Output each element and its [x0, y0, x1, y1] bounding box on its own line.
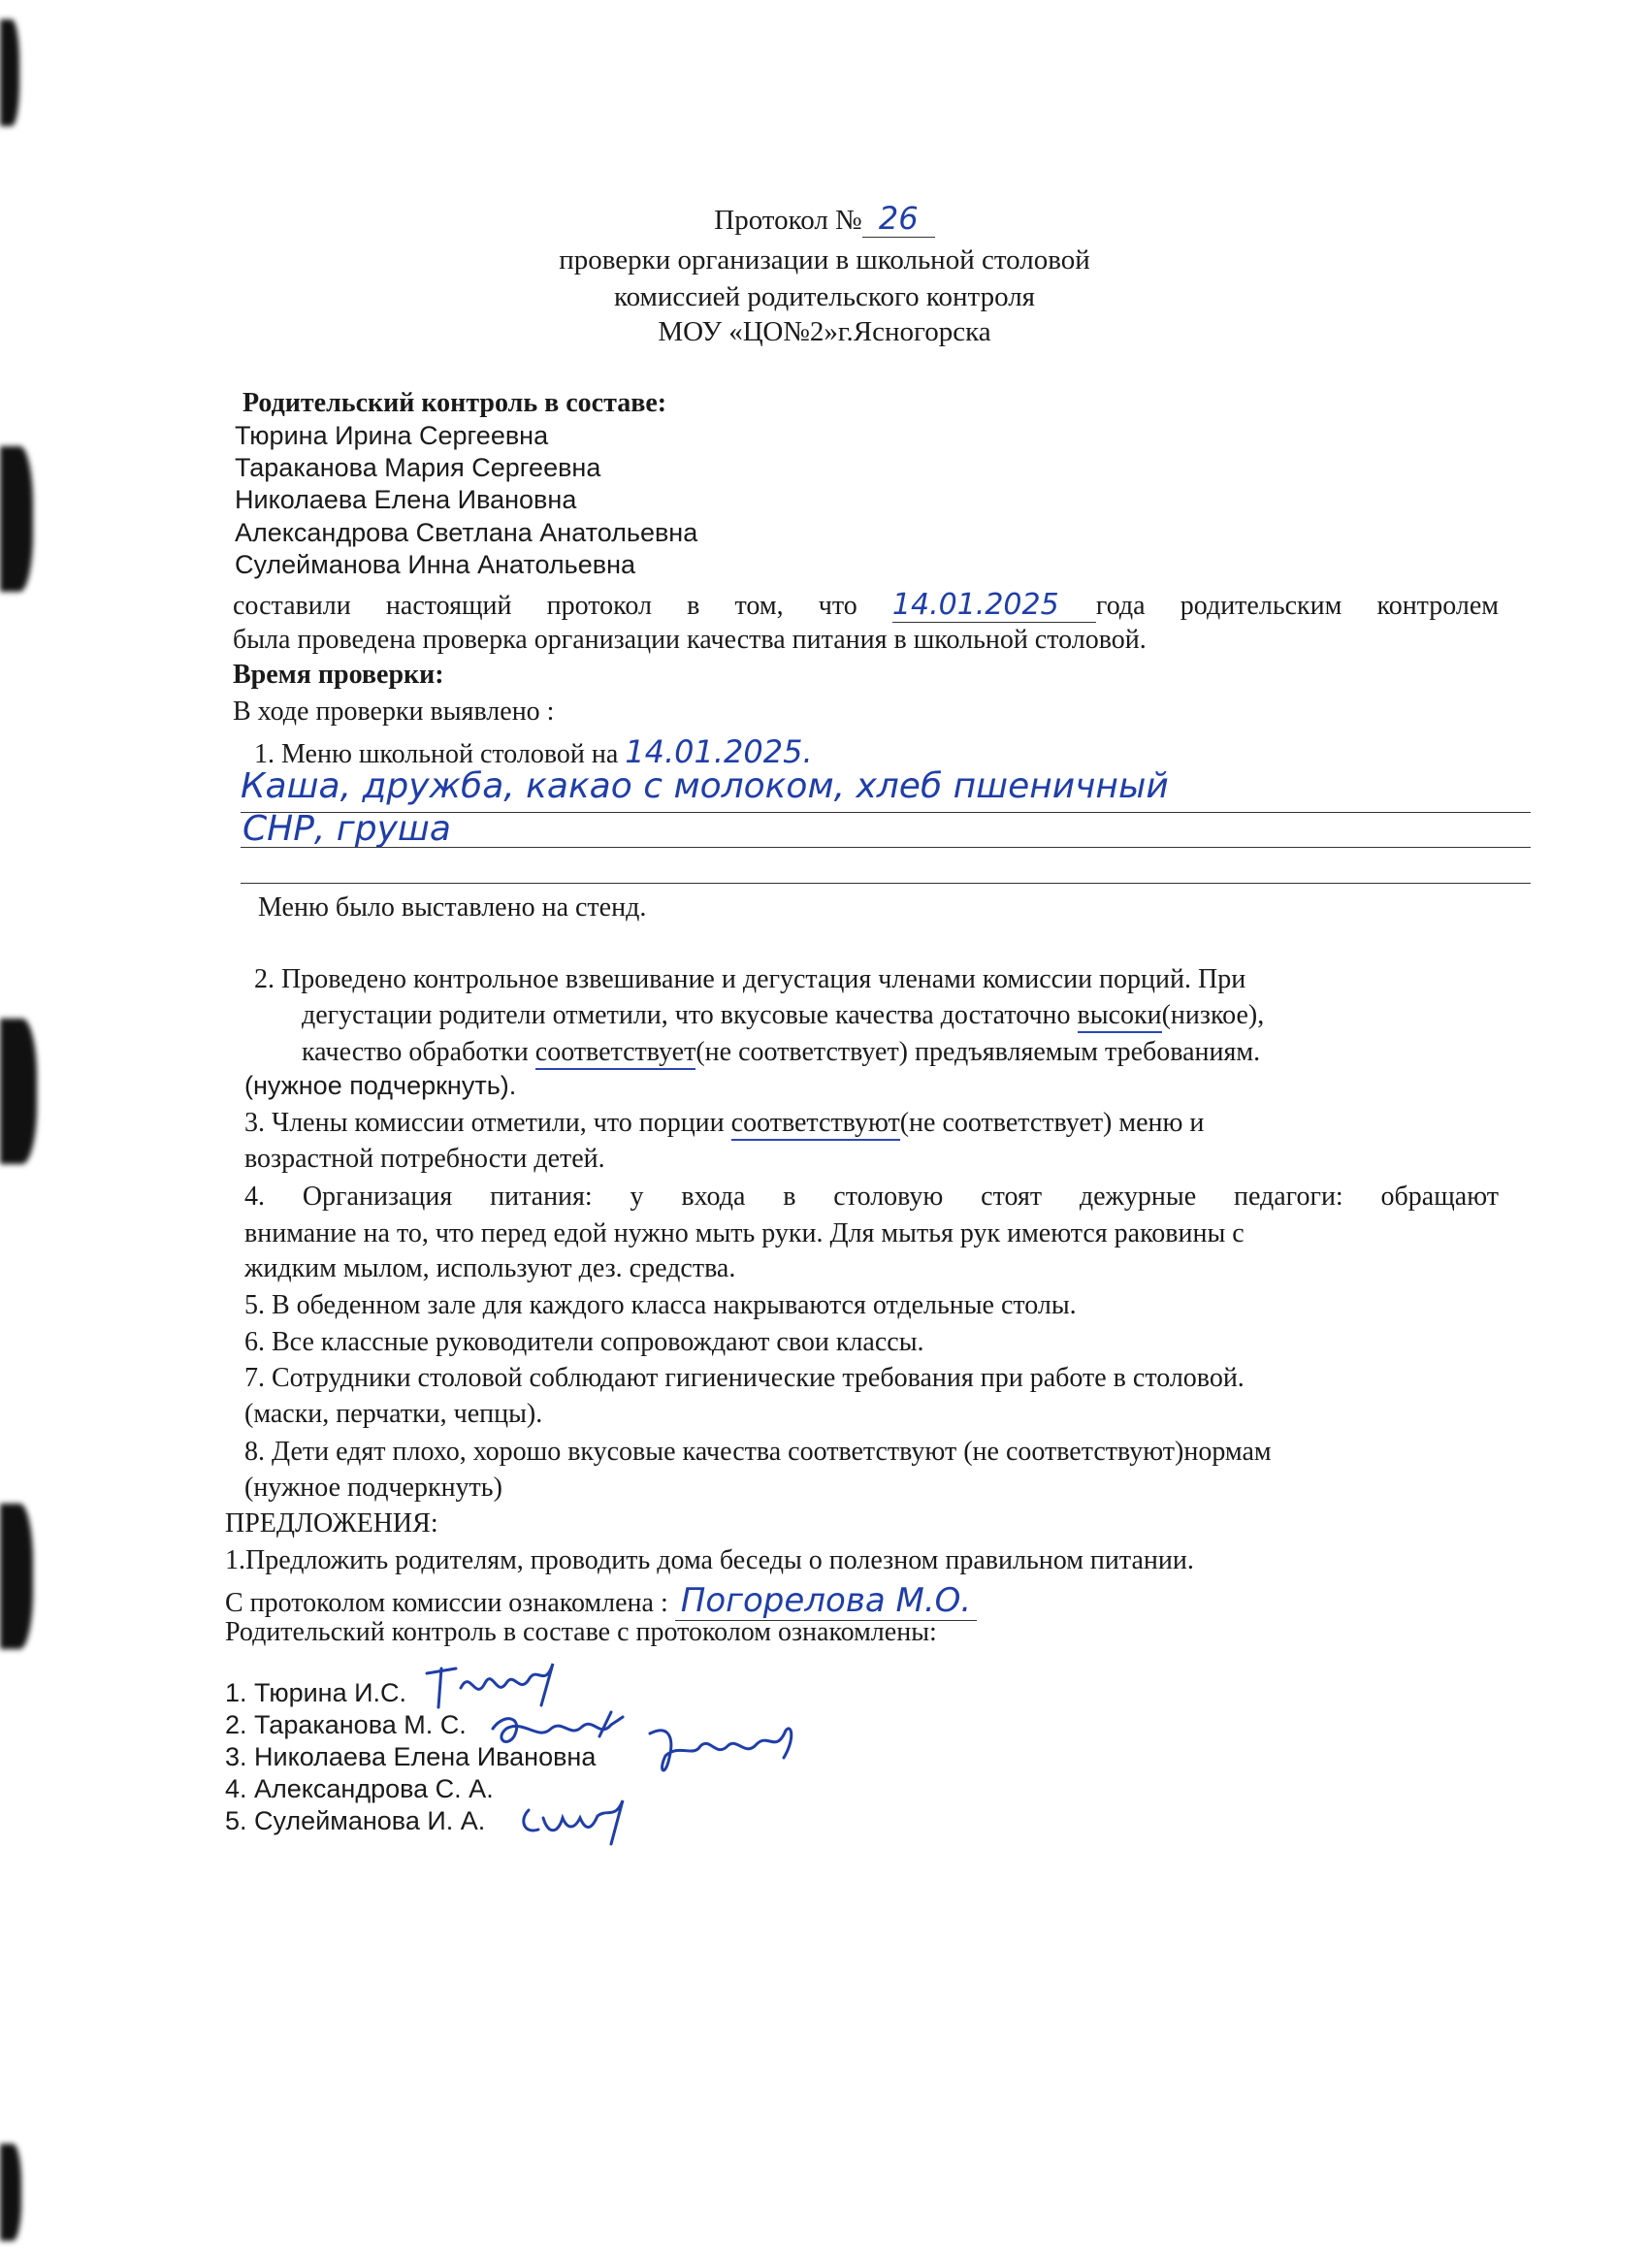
header-line-4: МОУ «ЦО№2»г.Ясногорска [658, 316, 991, 347]
signatory: 4. Александрова С. А. [225, 1774, 494, 1803]
item-3: 3. Члены комиссии отметили, что порции соответствуют(не соответствует) меню и [244, 1108, 1204, 1139]
members-ack-label: Родительский контроль в составе с протоколом ознакомлены: [225, 1617, 937, 1647]
menu-handwritten-line-1: Каша, дружба, какао с молоком, хлеб пшеничный [241, 766, 1169, 806]
underlined-choice: соответствуют [731, 1108, 900, 1141]
proposals-heading: ПРЕДЛОЖЕНИЯ: [225, 1508, 438, 1539]
underlined-choice: высоки [1078, 1000, 1162, 1033]
menu-posted: Меню было выставлено на стенд. [258, 892, 647, 923]
item-2: качество обработки соответствует(не соответствует) предъявляемым требованиям. [302, 1037, 1260, 1068]
findings-intro: В ходе проверки выявлено : [233, 697, 555, 727]
item-2: дегустации родители отметили, что вкусовые качества достаточно высоки(низкое), [302, 1000, 1264, 1031]
protocol-number: 26 [862, 200, 935, 238]
header-line-2: проверки организации в школьной столовой [559, 244, 1090, 275]
item-7: 7. Сотрудники столовой соблюдают гигиенические требования при работе в столовой. [244, 1363, 1245, 1393]
inspection-date: 14.01.2025 [892, 588, 1096, 623]
item-4: внимание на то, что перед едой нужно мыть руки. Для мытья рук имеются раковины с [244, 1218, 1245, 1248]
commission-member: Тараканова Мария Сергеевна [235, 453, 601, 482]
item-7: (маски, перчатки, чепцы). [244, 1399, 543, 1429]
item-6: 6. Все классные руководители сопровождают свои классы. [244, 1327, 924, 1357]
scan-mark [0, 446, 33, 592]
intro-line-1: составили настоящий протокол в том, что 14.01.2025 года родительским контролем [233, 588, 1500, 622]
rule-line [241, 847, 1531, 848]
commission-member: Тюрина Ирина Сергеевна [235, 421, 549, 450]
signatory: 1. Тюрина И.С. [225, 1678, 407, 1707]
protocol-title: Протокол № 26 [0, 200, 1649, 238]
signatory: 2. Тараканова М. С. [225, 1710, 467, 1739]
commission-member: Сулейманова Инна Анатольевна [235, 550, 636, 579]
scan-mark [0, 2144, 21, 2241]
header-line-3: комиссией родительского контроля [613, 281, 1036, 312]
scan-mark [0, 1504, 33, 1649]
rule-line [241, 883, 1531, 884]
signature-suleymanova [514, 1791, 640, 1849]
commission-member: Николаева Елена Ивановна [235, 485, 577, 514]
menu-label: 1. Меню школьной столовой на 14.01.2025. [254, 733, 813, 770]
scan-mark [0, 1019, 37, 1164]
item-2: (нужное подчеркнуть). [244, 1071, 517, 1100]
underlined-choice: соответствует [535, 1037, 696, 1070]
menu-handwritten-line-2: СНР, груша [242, 809, 451, 849]
signatory: 5. Сулейманова И. А. [225, 1806, 486, 1835]
item-8: (нужное подчеркнуть) [244, 1473, 502, 1503]
commission-member: Александрова Светлана Анатольевна [235, 518, 698, 547]
proposal-item: 1.Предложить родителям, проводить дома беседы о полезном правильном питании. [225, 1545, 1194, 1575]
signatory: 3. Николаева Елена Ивановна [225, 1742, 597, 1771]
intro-line-2: была проведена проверка организации качества питания в школьной столовой. [233, 625, 1147, 655]
item-5: 5. В обеденном зале для каждого класса накрываются отдельные столы. [244, 1290, 1077, 1320]
scan-mark [0, 19, 19, 126]
item-4: 4. Организация питания: у входа в столовую стоят дежурные педагоги: обращают [244, 1182, 1499, 1212]
menu-date: 14.01.2025. [625, 733, 813, 770]
signature-nikolaeva [640, 1719, 805, 1787]
commission-heading: Родительский контроль в составе: [242, 388, 667, 418]
inspection-time-label: Время проверки: [233, 660, 444, 690]
director-signature: Погорелова М.О. [675, 1581, 977, 1621]
item-2: 2. Проведено контрольное взвешивание и дегустация членами комиссии порций. При [254, 964, 1246, 994]
item-8: 8. Дети едят плохо, хорошо вкусовые качества соответствуют (не соответствуют)нормам [244, 1437, 1272, 1467]
item-4: жидким мылом, используют дез. средства. [244, 1253, 736, 1283]
acknowledgement: С протоколом комиссии ознакомлена : Погорелова М.О. [225, 1581, 977, 1621]
item-3: возрастной потребности детей. [244, 1144, 605, 1174]
signature-tarakanova [485, 1707, 630, 1756]
